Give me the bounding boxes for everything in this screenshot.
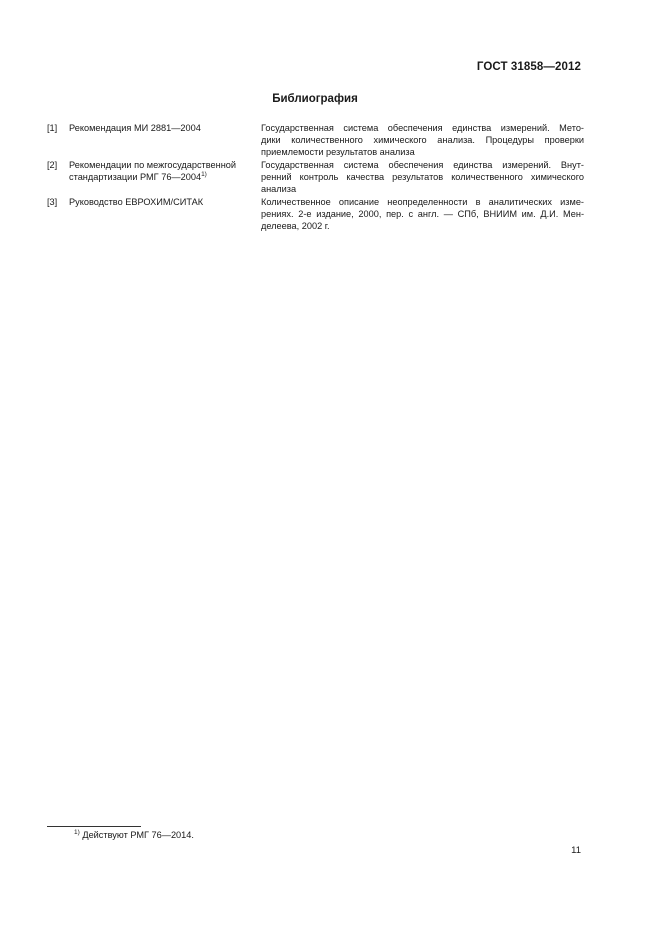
bibliography-entry [47, 122, 584, 158]
entry-source-text: Руководство ЕВРОХИМ/СИТАК [69, 197, 204, 207]
section-title: Библиография [272, 93, 358, 105]
entry-source [69, 159, 261, 183]
entry-description [261, 196, 584, 232]
footnote-mark: 1) [74, 829, 80, 836]
bibliography-entry [47, 196, 584, 232]
entry-description-line: дики количественного химического анализа. Процедуры проверки [261, 135, 584, 145]
entry-description-line: Государственная система обеспечения единства измерений. Мето- [261, 123, 584, 133]
footnote [74, 829, 194, 841]
bibliography-list [47, 122, 584, 233]
entry-description [261, 159, 584, 195]
entry-number: [1] [47, 123, 58, 133]
standard-number: ГОСТ 31858—2012 [476, 61, 581, 73]
entry-description-line: рениях. 2-е издание, 2000, пер. с англ. — СПб, ВНИИМ им. Д.И. Мен- [261, 209, 584, 219]
entry-description-line: анализа [261, 184, 297, 194]
entry-number: [3] [47, 197, 58, 207]
page-number: 11 [571, 845, 581, 856]
footnote-reference[interactable]: 1) [201, 171, 207, 178]
entry-description-line: ренний контроль качества результатов количественного химического [261, 172, 584, 182]
entry-source [69, 122, 261, 134]
entry-description-line: Государственная система обеспечения единства измерений. Внут- [261, 160, 584, 170]
entry-description-line: делеева, 2002 г. [261, 221, 330, 231]
entry-description [261, 122, 584, 158]
entry-number: [2] [47, 160, 58, 170]
entry-description-line: приемлемости результатов анализа [261, 147, 415, 157]
footnote-separator [47, 826, 141, 827]
entry-source-text: Рекомендация МИ 2881—2004 [69, 123, 201, 133]
entry-description-line: Количественное описание неопределенности в аналитических изме- [261, 197, 584, 207]
footnote-text: Действуют РМГ 76—2014. [82, 830, 194, 840]
entry-source-text: Рекомендации по межгосударственной стандартизации РМГ 76—2004 [69, 160, 237, 182]
bibliography-entry [47, 159, 584, 195]
entry-source [69, 196, 261, 208]
